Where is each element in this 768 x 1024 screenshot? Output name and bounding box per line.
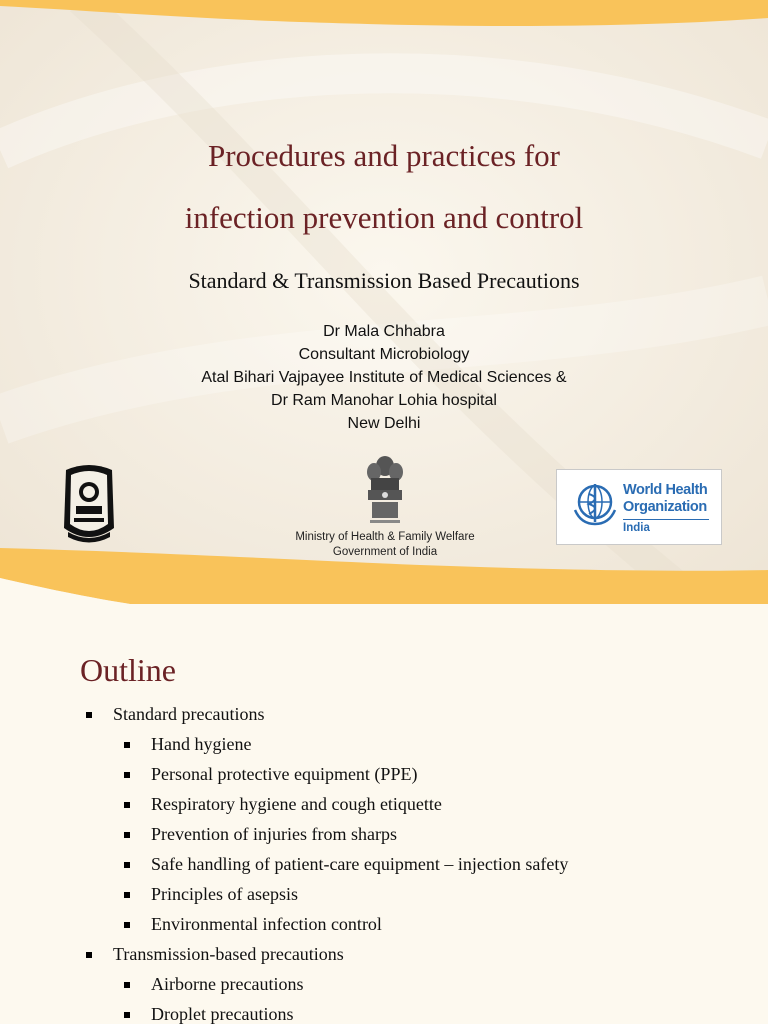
list-item xyxy=(0,884,768,914)
bullet-icon xyxy=(86,712,92,718)
list-item xyxy=(0,854,768,884)
author-name: Dr Mala Chhabra xyxy=(323,323,445,340)
who-name-line1: World Health xyxy=(623,482,708,498)
list-item-text: Prevention of injuries from sharps xyxy=(151,824,397,844)
slide-subtitle: Standard & Transmission Based Precautions xyxy=(188,268,580,293)
who-name-line2: Organization xyxy=(623,499,707,515)
who-name xyxy=(623,482,707,516)
list-item-text: Environmental infection control xyxy=(151,914,382,934)
who-divider xyxy=(623,519,709,520)
ministry-line1: Ministry of Health & Family Welfare xyxy=(295,531,475,543)
bullet-icon xyxy=(124,892,130,898)
slide-title-line2: infection prevention and control xyxy=(184,200,584,235)
who-region: India xyxy=(623,522,650,534)
bullet-icon xyxy=(124,802,130,808)
slide-title-line1: Procedures and practices for xyxy=(207,138,561,173)
list-item-text: Personal protective equipment (PPE) xyxy=(151,764,418,784)
bullet-icon xyxy=(124,832,130,838)
author-role: Consultant Microbiology xyxy=(298,346,470,363)
bullet-icon xyxy=(124,772,130,778)
author-hospital: Dr Ram Manohar Lohia hospital xyxy=(271,392,497,409)
list-item-text: Transmission-based precautions xyxy=(113,944,344,964)
who-logo xyxy=(556,469,722,545)
bullet-icon xyxy=(124,862,130,868)
outline-title: Outline xyxy=(80,652,176,688)
list-item xyxy=(0,914,768,944)
ministry-line2: Government of India xyxy=(332,546,438,558)
list-item-text: Respiratory hygiene and cough etiquette xyxy=(151,794,442,814)
list-item-text: Hand hygiene xyxy=(151,734,252,754)
list-item xyxy=(0,944,768,974)
list-item-text: Airborne precautions xyxy=(151,974,304,994)
list-item xyxy=(0,764,768,794)
bullet-icon xyxy=(124,982,130,988)
list-item-text: Safe handling of patient-care equipment – injection safety xyxy=(151,854,569,874)
list-item xyxy=(0,704,768,734)
bullet-icon xyxy=(124,1012,130,1018)
author-institute: Atal Bihari Vajpayee Institute of Medical Sciences & xyxy=(201,369,567,386)
list-item xyxy=(0,824,768,854)
list-item xyxy=(0,1004,768,1024)
institute-seal-logo xyxy=(60,462,118,544)
national-emblem-icon xyxy=(362,452,408,528)
author-city: New Delhi xyxy=(347,415,421,432)
who-emblem-icon xyxy=(571,480,619,528)
list-item-text: Droplet precautions xyxy=(151,1004,294,1024)
ministry-caption xyxy=(240,530,530,560)
list-item xyxy=(0,794,768,824)
bullet-icon xyxy=(124,922,130,928)
list-item-text: Principles of asepsis xyxy=(151,884,298,904)
bullet-icon xyxy=(124,742,130,748)
list-item xyxy=(0,734,768,764)
list-item xyxy=(0,974,768,1004)
bullet-icon xyxy=(86,952,92,958)
author-block xyxy=(0,320,768,435)
list-item-text: Standard precautions xyxy=(113,704,265,724)
outline-slide xyxy=(0,604,768,1024)
